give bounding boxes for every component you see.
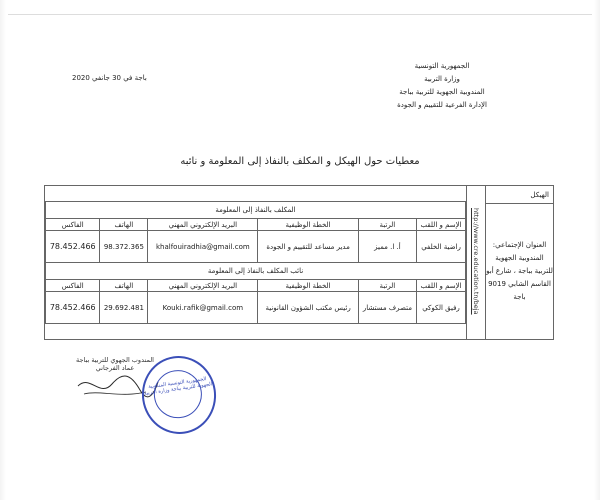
col-name: الإسم و اللقب [417, 219, 466, 231]
scan-edge [8, 14, 592, 15]
col-position: الخطة الوظيفية [258, 280, 358, 292]
structure-label: الهيكل [530, 190, 549, 199]
officer-rank: أ. ا. مميز [358, 231, 416, 263]
letterhead-line: الجمهورية التونسية [414, 62, 470, 70]
information-table [44, 185, 554, 340]
officer-position: مدير مساعد للتقييم و الجودة [258, 231, 358, 263]
website-link[interactable]: http://www.cre.education.tn/beja [472, 208, 480, 315]
col-email: البريد الإلكتروني المهني [148, 280, 258, 292]
officer-phone: 98.372.365 [100, 231, 148, 263]
col-phone: الهاتف [100, 280, 148, 292]
deputy-email: Kouki.rafik@gmail.com [148, 292, 258, 324]
col-name: الإسم و اللقب [417, 280, 466, 292]
document-date: باجة في 30 جانفي 2020 [72, 74, 147, 82]
deputy-name: رفيق الكوكي [417, 292, 466, 324]
officer-row [46, 231, 466, 263]
structure-header [486, 186, 554, 204]
col-phone: الهاتف [100, 219, 148, 231]
letterhead-line: الإدارة الفرعية للتقييم و الجودة [397, 101, 487, 109]
deputy-phone: 29.692.481 [100, 292, 148, 324]
letterhead-line: وزارة التربية [424, 75, 460, 83]
website-cell [467, 186, 486, 340]
deputy-fax: 78.452.466 [46, 292, 100, 324]
letterhead [362, 60, 522, 112]
deputy-row [46, 292, 466, 324]
deputy-rank: متصرف مستشار [358, 292, 416, 324]
col-email: البريد الإلكتروني المهني [148, 219, 258, 231]
stamp-text: الجمهورية التونسية المندوبية الجهوية للتربية بباجة وزارة التربية [143, 376, 213, 397]
contacts-cell [45, 186, 467, 340]
officer-section-title: المكلف بالنفاذ إلى المعلومة [46, 202, 466, 219]
col-fax: الفاكس [46, 280, 100, 292]
contacts-table [45, 201, 466, 324]
signatory-name: عماد الفرجاني [95, 364, 135, 372]
signatory-title: المندوب الجهوي للتربية بباجة [76, 356, 154, 364]
deputy-position: رئيس مكتب الشؤون القانونية [258, 292, 358, 324]
document-title: معطيات حول الهيكل و المكلف بالنفاذ إلى المعلومة و نائبه [180, 156, 420, 167]
col-fax: الفاكس [46, 219, 100, 231]
officer-email: khalfouiradhia@gmail.com [148, 231, 258, 263]
structure-address: العنوان الإجتماعي: المندوبية الجهوية للتربية بباجة ، شارع أبو القاسم الشابي 9019 باجة [486, 204, 554, 340]
officer-name: راضية الخلفي [417, 231, 466, 263]
col-position: الخطة الوظيفية [258, 219, 358, 231]
officer-fax: 78.452.466 [46, 231, 100, 263]
letterhead-line: المندوبية الجهوية للتربية بباجة [399, 88, 485, 96]
col-rank: الرتبة [358, 219, 416, 231]
deputy-section-title: نائب المكلف بالنفاذ إلى المعلومة [46, 263, 466, 280]
col-rank: الرتبة [358, 280, 416, 292]
